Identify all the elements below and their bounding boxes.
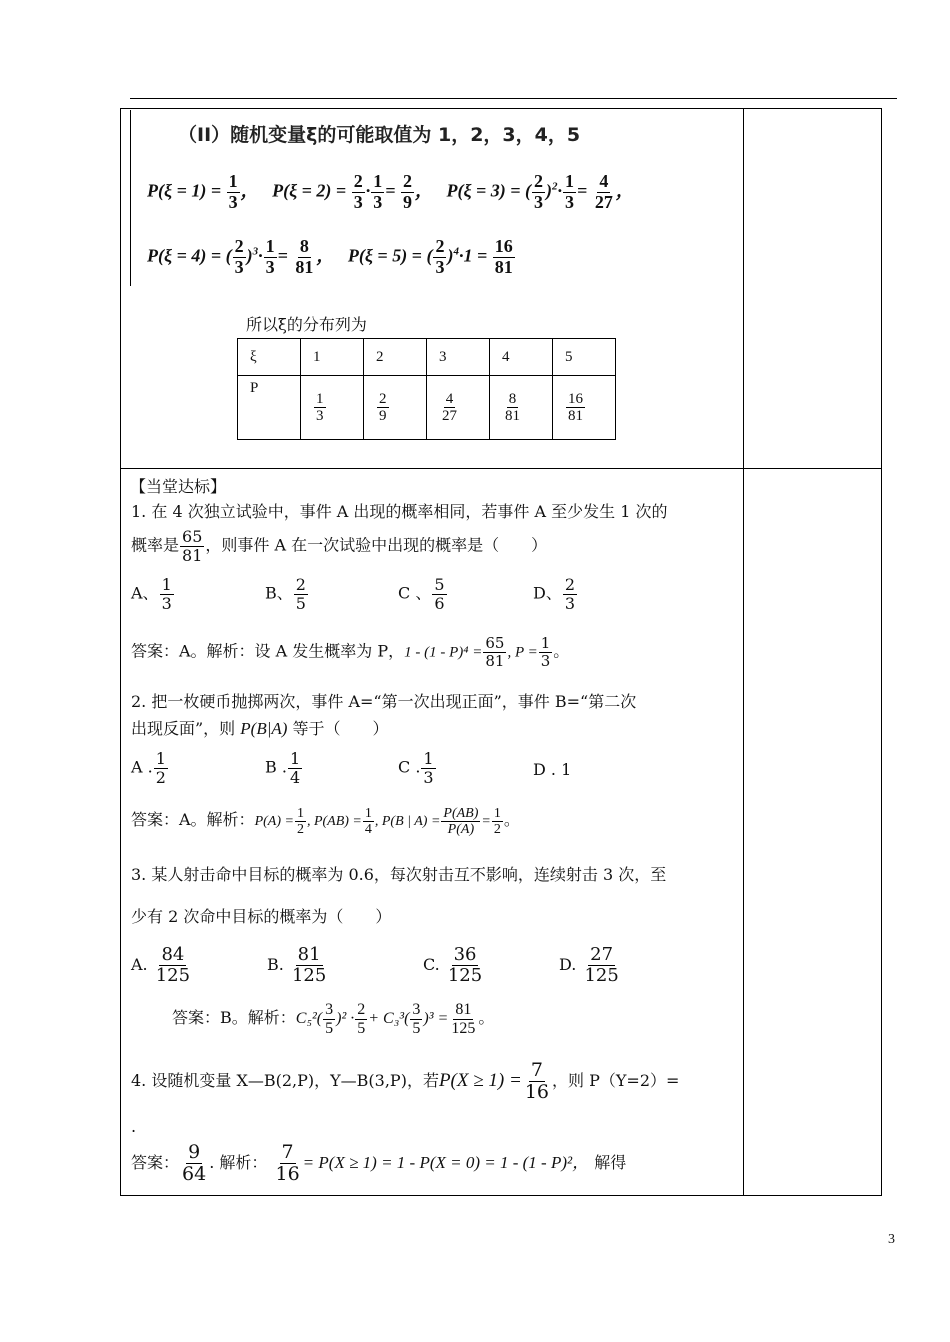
q2-answer: 答案：A。解析：P(A) = $\frac{1}{2}$ , P(AB) = $\frac{1}{4}$ , P(B | A) = $\frac{P(AB)}{P(A)}$ = $\frac{1}{2}$ 。 xyxy=(131,806,520,838)
dist-cell: 3 xyxy=(427,339,490,376)
column-divider xyxy=(743,108,744,1196)
q3-line1: 3. 某人射击命中目标的概率为 0.6，每次射击互不影响，连续射击 3 次，至 xyxy=(131,865,667,884)
q1-option-a: A、 $\frac{1}{3}$ xyxy=(131,575,172,613)
q3-answer: 答案：B。解析：C₅²( $\frac{3}{5}$ )² · $\frac{2}{5}$ + C₃³( $\frac{3}{5}$ )³ = $\frac{81}{125}$ 。 xyxy=(172,1001,495,1037)
q3-option-d: D. $\frac{27}{125}$ xyxy=(559,944,619,986)
dist-row-xi xyxy=(238,339,616,376)
dist-cell: $\frac{8}{81}$ xyxy=(490,376,553,440)
prob-line-1: P(ξ = 1) = $\frac{1}{3}$ ， P(ξ = 2) = $\frac{2}{3}$ · $\frac{1}{3}$ = $\frac{2}{9}$ ， P(ξ = 3) = ( $\frac{2}{3}$ )$^2$· $\frac{1}{3}$ = $\frac{4}{27}$ ， xyxy=(147,171,634,212)
q4-answer: 答案： $\frac{9}{64}$ . 解析： $\frac{7}{16}$ = P(X ≥ 1) = 1 - P(X = 0) = 1 - (1 - P)²， 解得 xyxy=(131,1141,627,1185)
section-ii-heading: （II）随机变量ξ的可能取值为 1，2，3，4，5 xyxy=(178,124,581,146)
practice-title: 【当堂达标】 xyxy=(130,477,227,496)
q1-line1: 1. 在 4 次独立试验中，事件 A 出现的概率相同，若事件 A 至少发生 1 次的 xyxy=(131,502,668,521)
q2-line2: 出现反面”，则 P(B|A) 等于（ ） xyxy=(131,719,389,738)
q3-option-b: B. $\frac{81}{125}$ xyxy=(267,944,327,986)
dist-cell: $\frac{2}{9}$ xyxy=(364,376,427,440)
distribution-table xyxy=(237,338,616,440)
dist-cell: 4 xyxy=(490,339,553,376)
dist-cell: P xyxy=(238,376,301,440)
q3-option-c: C. $\frac{36}{125}$ xyxy=(423,944,483,986)
q4-line1: 4. 设随机变量 X—B(2,P)，Y—B(3,P)，若P(X ≥ 1) = $\frac{7}{16}$ ，则 P（Y=2）= xyxy=(131,1059,680,1103)
dist-cell: ξ xyxy=(238,339,301,376)
q3-option-a: A. $\frac{84}{125}$ xyxy=(131,944,191,986)
dist-cell: 1 xyxy=(301,339,364,376)
q1-option-d: D、 $\frac{2}{3}$ xyxy=(533,575,576,613)
dist-row-p xyxy=(238,376,616,440)
dist-cell: $\frac{1}{3}$ xyxy=(301,376,364,440)
q1-option-b: B、 $\frac{2}{5}$ xyxy=(265,575,306,613)
row-divider xyxy=(120,468,882,469)
q2-option-b: B . $\frac{1}{4}$ xyxy=(265,749,301,787)
q1-answer: 答案：A。解析：设 A 发生概率为 P，1 - (1 - P)⁴ = $\frac{65}{81}$ , P = $\frac{1}{3}$ 。 xyxy=(131,634,570,670)
q3-line2: 少有 2 次命中目标的概率为（ ） xyxy=(131,907,392,926)
q2-option-c: C . $\frac{1}{3}$ xyxy=(398,749,434,787)
left-bar xyxy=(130,110,131,286)
dist-cell: 2 xyxy=(364,339,427,376)
q4-line2: . xyxy=(131,1117,137,1136)
q2-option-a: A . $\frac{1}{2}$ xyxy=(131,749,166,787)
dist-cell: $\frac{16}{81}$ xyxy=(553,376,616,440)
page-number: 3 xyxy=(888,1232,895,1247)
q1-line2: 概率是 $\frac{65}{81}$ ，则事件 A 在一次试验中出现的概率是（ ） xyxy=(131,527,548,565)
dist-cell: 5 xyxy=(553,339,616,376)
q2-option-d: D . 1 xyxy=(533,760,572,779)
q2-line1: 2. 把一枚硬币抛掷两次，事件 A=“第一次出现正面”，事件 B=“第二次 xyxy=(131,692,637,711)
prob-line-2: P(ξ = 4) = ( $\frac{2}{3}$ )$^3$· $\frac{1}{3}$ = $\frac{8}{81}$ ， P(ξ = 5) = ( $\frac{2}{3}$ )$^4$·1 = $\frac{16}{81}$ xyxy=(147,236,513,277)
top-rule xyxy=(130,98,897,99)
dist-caption: 所以ξ的分布列为 xyxy=(246,315,367,334)
q1-option-c: C 、 $\frac{5}{6}$ xyxy=(398,575,445,613)
dist-cell: $\frac{4}{27}$ xyxy=(427,376,490,440)
